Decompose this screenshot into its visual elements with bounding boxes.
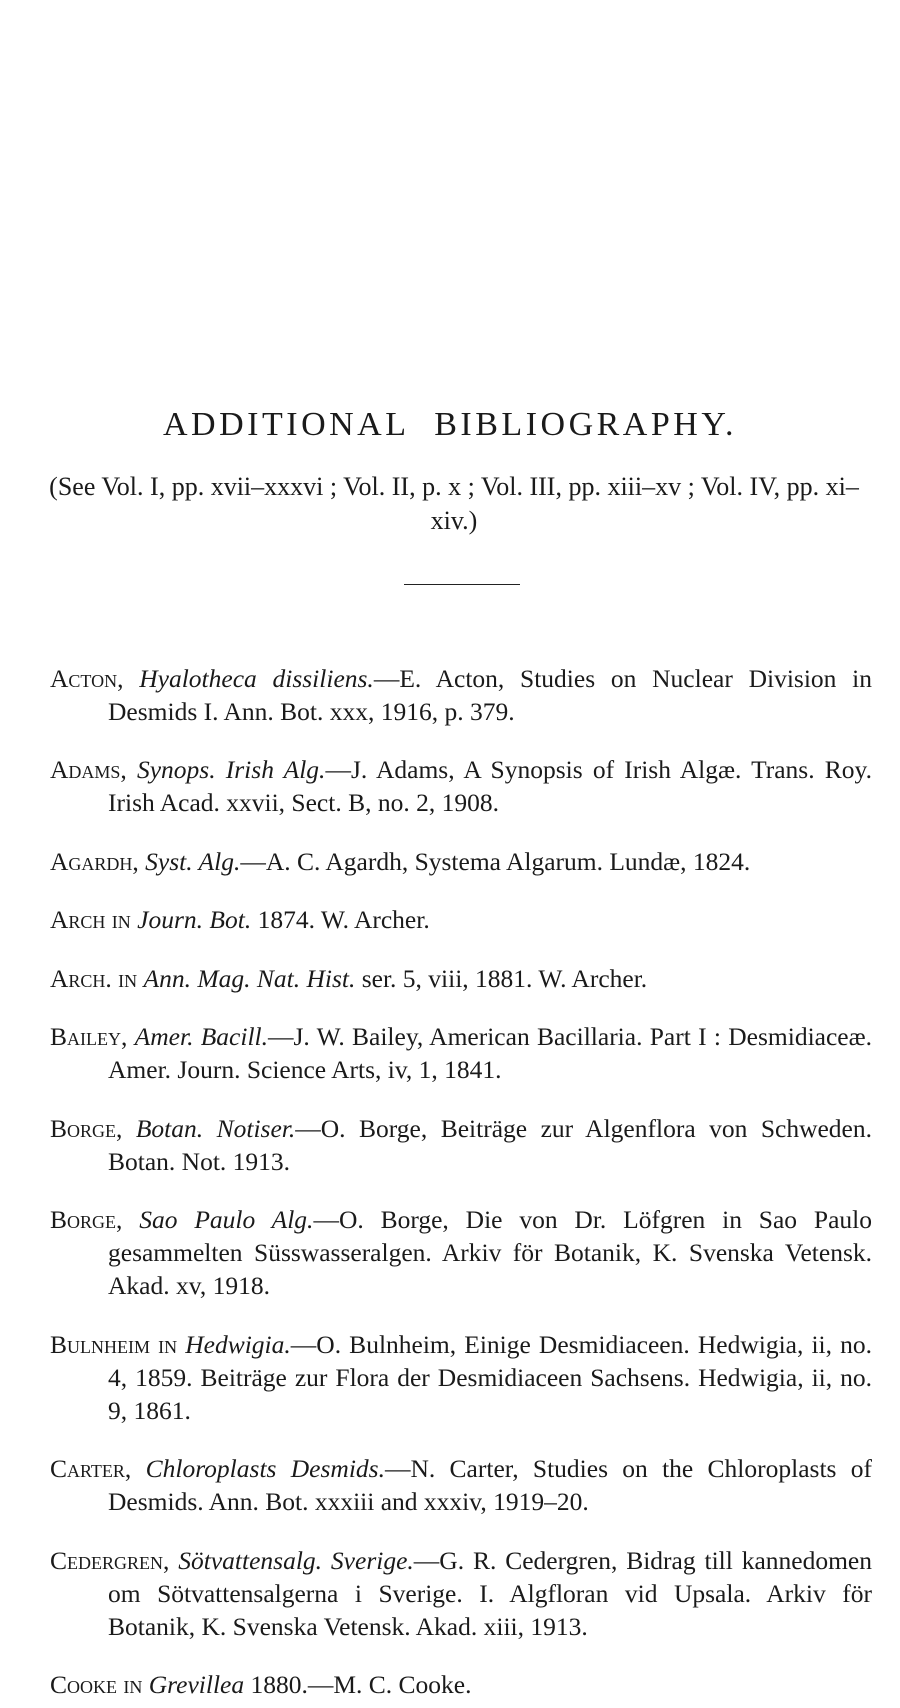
entry-citation: ser. 5, viii, 1881. W. Archer.: [355, 963, 648, 993]
entry-citation: —J. Adams, A Synopsis of Irish Algæ. Trans. Roy. Irish Acad. xxvii, Sect. B, no. 2, 1908.: [108, 755, 872, 817]
entry-citation: —O. Bulnheim, Einige Desmidiaceen. Hedwigia, ii, no. 4, 1859. Beiträge zur Flora der Desmidiaceen Sachsens. Hedwigia, ii, no. 9, 1861.: [108, 1329, 872, 1425]
bibliography-entry: [50, 1328, 872, 1427]
entry-short-title: Hyalotheca dissiliens.: [139, 663, 374, 693]
entry-short-title: Synops. Irish Alg.: [136, 755, 326, 784]
entry-short-title: Syst. Alg.: [145, 846, 241, 876]
entry-citation: —J. W. Bailey, American Bacillaria. Part I : Desmidiaceæ. Amer. Journ. Science Arts, iv, 1, 1841.: [108, 1022, 872, 1084]
bibliography-entry: [50, 962, 872, 995]
entry-short-title: Sötvattensalg. Sverige.: [178, 1545, 414, 1575]
page-title: ADDITIONAL BIBLIOGRAPHY.: [163, 406, 737, 443]
entry-short-title: Chloroplasts Desmids.: [145, 1454, 385, 1483]
entry-citation: —O. Borge, Die von Dr. Löfgren in Sao Paulo gesammelten Süsswasseralgen. Arkiv för Botanik, K. Svenska Vetensk. Akad. xv, 1918.: [108, 1205, 872, 1300]
entry-author: Agardh,: [50, 846, 139, 876]
bibliography-list: [50, 636, 872, 1708]
entry-author: Arch. in: [50, 963, 138, 993]
entry-short-title: Amer. Bacill.: [134, 1022, 268, 1051]
bibliography-entry: [50, 1452, 872, 1518]
entry-author: Bulnheim in: [50, 1329, 178, 1359]
section-divider: [404, 584, 520, 585]
entry-citation: 1874. W. Archer.: [251, 905, 430, 934]
entry-short-title: Journ. Bot.: [137, 905, 252, 934]
bibliography-entry: [50, 753, 872, 819]
bibliography-entry: [50, 662, 872, 728]
entry-author: Borge,: [50, 1205, 123, 1234]
volume-references: (See Vol. I, pp. xvii–xxxvi ; Vol. II, p. x ; Vol. III, pp. xiii–xv ; Vol. IV, pp. xi–xiv.): [49, 472, 859, 535]
entry-citation: —O. Borge, Beiträge zur Algenflora von Schweden. Botan. Not. 1913.: [108, 1113, 872, 1176]
bibliography-entry: [50, 1544, 872, 1643]
entry-citation: —G. R. Cedergren, Bidrag till kannedomen om Sötvattensalgerna i Sverige. I. Algfloran vid Upsala. Arkiv för Botanik, K. Svenska Vetensk. Akad. xiii, 1913.: [108, 1545, 872, 1641]
entry-author: Borge,: [50, 1113, 123, 1143]
entry-author: Arch in: [50, 905, 131, 934]
entry-author: Adams,: [50, 755, 127, 784]
entry-short-title: Ann. Mag. Nat. Hist.: [143, 963, 356, 993]
entry-author: Carter,: [50, 1454, 132, 1483]
entry-short-title: Botan. Notiser.: [135, 1113, 296, 1143]
bibliography-entry: [50, 1112, 872, 1178]
entry-short-title: Grevillea: [148, 1670, 245, 1699]
entry-citation: 1880.—M. C. Cooke.: [244, 1670, 472, 1699]
entry-citation: —A. C. Agardh, Systema Algarum. Lundæ, 1824.: [240, 846, 751, 876]
bibliography-entry: [50, 1668, 872, 1701]
bibliography-entry: [50, 1020, 872, 1086]
entry-short-title: Sao Paulo Alg.: [139, 1205, 314, 1234]
entry-citation: —N. Carter, Studies on the Chloroplasts of Desmids. Ann. Bot. xxxiii and xxxiv, 1919–20.: [108, 1454, 872, 1516]
entry-author: Cedergren,: [50, 1545, 170, 1575]
bibliography-entry: [50, 1203, 872, 1302]
entry-citation: —E. Acton, Studies on Nuclear Division in Desmids I. Ann. Bot. xxx, 1916, p. 379.: [108, 663, 872, 726]
entry-author: Bailey,: [50, 1022, 128, 1051]
entry-author: Cooke in: [50, 1670, 143, 1699]
entry-author: Acton,: [50, 663, 124, 693]
entry-short-title: Hedwigia.: [185, 1329, 291, 1359]
bibliography-entry: [50, 845, 872, 878]
bibliography-entry: [50, 903, 872, 936]
